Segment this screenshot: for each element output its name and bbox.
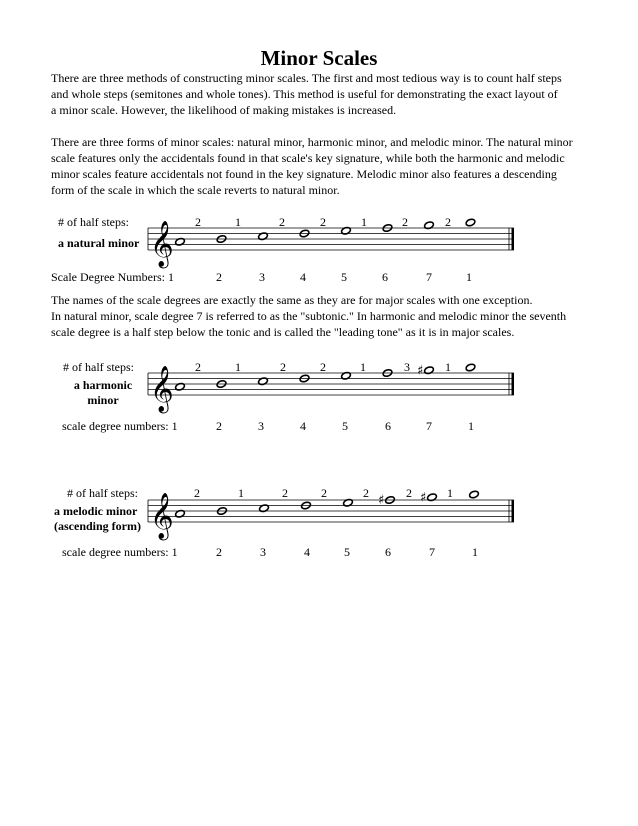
degree-value: 2	[216, 419, 222, 433]
degree-value: 4	[304, 545, 310, 559]
half-step-value: 2	[320, 360, 326, 374]
half-step-value: 1	[235, 215, 241, 229]
text-line: form of the scale in which the scale reverts to natural minor.	[51, 183, 340, 197]
scale-name: minor	[87, 393, 119, 407]
degree-value: 5	[342, 419, 348, 433]
degree-value: 2	[216, 545, 222, 559]
degree-value: 4	[300, 419, 306, 433]
text-line: In natural minor, scale degree 7 is referred to as the "subtonic." In harmonic and melodic minor the seventh	[51, 309, 567, 323]
half-step-value: 1	[445, 360, 451, 374]
half-step-value: 1	[361, 215, 367, 229]
scale-name: a natural minor	[58, 236, 140, 250]
half-step-value: 2	[406, 486, 412, 500]
treble-clef-icon: 𝄞	[150, 221, 174, 267]
half-step-value: 2	[195, 360, 201, 374]
degree-value: 5	[344, 545, 350, 559]
half-step-value: 2	[279, 215, 285, 229]
scale-name: a melodic minor	[54, 504, 138, 518]
half-step-value: 2	[195, 215, 201, 229]
degree-value: 6	[382, 270, 388, 284]
half-step-value: 2	[280, 360, 286, 374]
half-step-value: 1	[238, 486, 244, 500]
degree-value: 7	[429, 545, 435, 559]
text-line: There are three methods of constructing minor scales. The first and most tedious way is to count half steps	[51, 71, 562, 85]
half-step-value: 2	[363, 486, 369, 500]
final-barline-thick	[512, 500, 515, 522]
page-title: Minor Scales	[260, 46, 378, 70]
note-head	[469, 490, 480, 499]
text-line: scale features only the accidentals found in that scale's key signature, while both the harmonic and melodic	[51, 151, 565, 165]
text-line: The names of the scale degrees are exactly the same as they are for major scales with one exception.	[51, 293, 533, 307]
half-step-value: 2	[402, 215, 408, 229]
degree-label: scale degree numbers: 1	[62, 419, 178, 433]
half-step-value: 2	[194, 486, 200, 500]
degree-value: 7	[426, 419, 432, 433]
half-step-value: 2	[321, 486, 327, 500]
degree-value: 6	[385, 545, 391, 559]
degree-value: 1	[468, 419, 474, 433]
scale-name: (ascending form)	[54, 519, 141, 533]
degree-value: 3	[259, 270, 265, 284]
degree-value: 1	[466, 270, 472, 284]
text-line: a minor scale. However, the likelihood of making mistakes is increased.	[51, 103, 397, 117]
sharp-icon: ♯	[417, 363, 424, 379]
text-line: scale degree is a half step below the tonic and is called the "leading tone" as it is in major scales.	[51, 325, 515, 339]
treble-clef-icon: 𝄞	[150, 366, 174, 412]
treble-clef-icon: 𝄞	[150, 493, 174, 539]
half-steps-label: # of half steps:	[58, 215, 129, 229]
scale-name: a harmonic	[73, 378, 133, 392]
half-step-value: 1	[235, 360, 241, 374]
half-step-value: 2	[282, 486, 288, 500]
degree-value: 7	[426, 270, 432, 284]
half-step-value: 1	[447, 486, 453, 500]
degree-value: 1	[472, 545, 478, 559]
half-step-value: 2	[320, 215, 326, 229]
whole-note	[469, 490, 480, 499]
degree-value: 2	[216, 270, 222, 284]
half-steps-label: # of half steps:	[63, 360, 134, 374]
degree-value: 3	[260, 545, 266, 559]
half-step-value: 3	[404, 360, 410, 374]
degree-value: 4	[300, 270, 306, 284]
degree-value: 6	[385, 419, 391, 433]
half-step-value: 1	[360, 360, 366, 374]
degree-label: scale degree numbers: 1	[62, 545, 178, 559]
text-line: and whole steps (semitones and whole tones). This method is useful for demonstrating the exact layout of	[51, 87, 558, 101]
text-line: There are three forms of minor scales: natural minor, harmonic minor, and melodic minor. The natural minor	[51, 135, 573, 149]
text-line: minor scales feature accidentals not found in the key signature. Melodic minor also features a descending	[51, 167, 557, 181]
sharp-icon: ♯	[378, 493, 385, 508]
degree-value: 5	[341, 270, 347, 284]
half-steps-label: # of half steps:	[67, 486, 138, 500]
sharp-icon: ♯	[420, 490, 427, 506]
degree-label: Scale Degree Numbers: 1	[51, 270, 174, 284]
degree-value: 3	[258, 419, 264, 433]
half-step-value: 2	[445, 215, 451, 229]
